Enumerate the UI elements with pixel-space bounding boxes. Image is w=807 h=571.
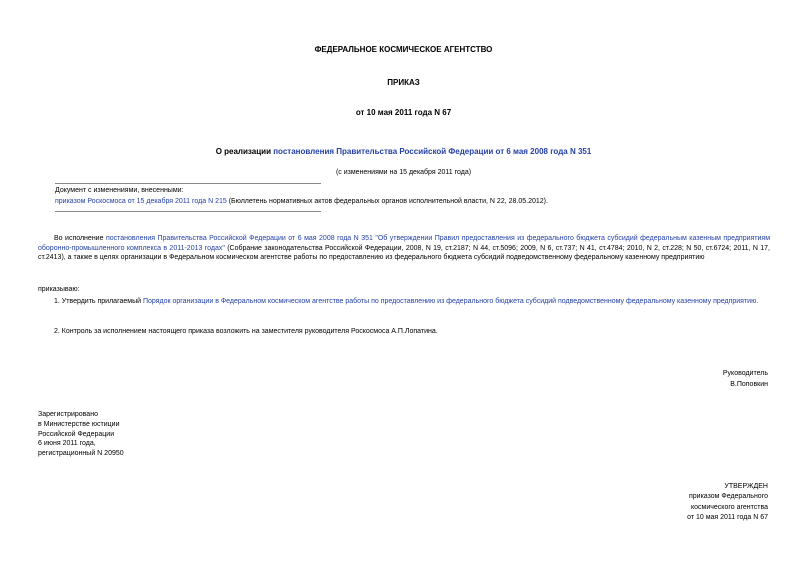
- changes-intro: Документ с изменениями, внесенными:: [55, 187, 184, 194]
- changes-line: [55, 197, 765, 207]
- signature-name: В.Поповкин: [730, 381, 768, 388]
- document-title: [0, 147, 807, 157]
- order-item-2: 2. Контроль за исполнением настоящего приказа возложить на заместителя руководителя Роскосмоса А.П.Лопатина.: [54, 328, 438, 335]
- approval-line-4: от 10 мая 2011 года N 67: [687, 514, 768, 522]
- changes-bottom-divider: [55, 211, 321, 212]
- preamble-start: Во исполнение: [54, 235, 106, 242]
- changes-source: (Бюллетень нормативных актов федеральных органов исполнительной власти, N 22, 28.05.2012).: [226, 198, 548, 205]
- preamble-decree-link[interactable]: постановления Правительства Российской Федерации от 6 мая 2008 года N 351 "Об утверждении Правил предоставления из федерального бюджета субсидий федеральным казенным предприятиям оборонно-промышленного комплекса в 2011-2013 годах": [38, 235, 771, 252]
- registration-line-4: 6 июня 2011 года,: [38, 440, 96, 448]
- order-item-1-start: 1. Утвердить прилагаемый: [54, 298, 143, 305]
- title-decree-link[interactable]: постановления Правительства Российской Федерации от 6 мая 2008 года N 351: [273, 147, 592, 156]
- document-type: ПРИКАЗ: [387, 78, 420, 87]
- changes-top-divider: [55, 183, 321, 184]
- title-prefix: О реализации: [215, 147, 274, 156]
- procedure-link[interactable]: Порядок организации в Федеральном космическом агентстве работы по предоставлению из федерального бюджета субсидий подведомственному федеральному казенному предприятию.: [142, 298, 759, 305]
- document-date-number: от 10 мая 2011 года N 67: [355, 108, 452, 117]
- registration-line-1: Зарегистрировано: [38, 411, 98, 418]
- approval-line-2: приказом Федерального: [688, 493, 768, 501]
- registration-line-3: Российской Федерации: [38, 430, 115, 438]
- signature-position: Руководитель: [722, 370, 768, 377]
- preamble-paragraph: [38, 234, 770, 263]
- approval-line-1: УТВЕРЖДЕН: [724, 483, 768, 490]
- registration-block: [38, 410, 124, 459]
- agency-name: ФЕДЕРАЛЬНОЕ КОСМИЧЕСКОЕ АГЕНТСТВО: [314, 45, 493, 54]
- order-word: приказываю:: [38, 286, 80, 293]
- preamble-end: (Собрание законодательства Российской Федерации, 2008, N 19, ст.2187; N 44, ст.5096; 2009, N 6, ст.737; N 41, ст.4784; 2010, N 2, ст.228; N 50, ст.6724; 2011, N 17, ст.2413), а также в целях организации в Федеральном космическом агентстве работы по предоставлению из федерального бюджета субсидий подведомственному федеральному казенному предприятию: [38, 244, 770, 262]
- changes-order-link[interactable]: приказом Роскосмоса от 15 декабря 2011 года N 215: [55, 198, 227, 205]
- registration-line-5: регистрационный N 20950: [38, 450, 124, 458]
- approval-block: [687, 482, 768, 524]
- registration-line-2: в Министерстве юстиции: [38, 420, 120, 428]
- approval-line-3: космического агентства: [691, 503, 768, 511]
- document-subtitle: (с изменениями на 15 декабря 2011 года): [335, 169, 472, 176]
- order-item-1: [38, 297, 770, 307]
